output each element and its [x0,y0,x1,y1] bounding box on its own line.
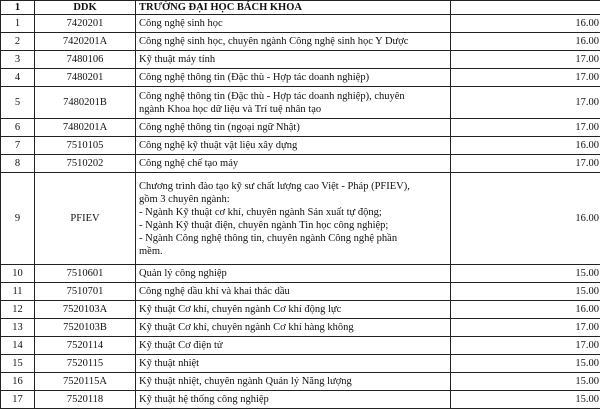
admission-score: 15.00 [451,355,600,373]
program-name [136,319,451,337]
program-name [136,15,451,33]
table-header-row [1,1,600,15]
program-name-line: Kỹ thuật nhiệt [139,357,447,370]
admission-score: 15.00 [451,283,600,301]
program-code: 7520115 [35,355,136,373]
program-name [136,265,451,283]
program-name [136,87,451,119]
program-code: 7520103A [35,301,136,319]
row-number: 11 [1,283,35,301]
admission-score: 17.00 [451,119,600,137]
program-name [136,337,451,355]
program-name-line: Công nghệ thông tin (ngoại ngữ Nhật) [139,121,447,134]
program-name-line: Công nghệ chế tạo máy [139,157,447,170]
admission-score: 16.00 [451,173,600,265]
program-name-line: Công nghệ sinh học [139,17,447,30]
admission-score: 17.00 [451,69,600,87]
table-row [1,137,600,155]
admission-score: 17.00 [451,319,600,337]
admission-score: 17.00 [451,87,600,119]
program-name-line: Công nghệ dầu khí và khai thác dầu [139,285,447,298]
table-row [1,87,600,119]
table-row [1,319,600,337]
program-name-line: Kỹ thuật máy tính [139,53,447,66]
program-name-line: Kỹ thuật nhiệt, chuyên ngành Quản lý Năng lượng [139,375,447,388]
program-name [136,137,451,155]
program-name [136,301,451,319]
program-code: 7420201 [35,15,136,33]
row-number: 7 [1,137,35,155]
program-name [136,173,451,265]
table-row [1,265,600,283]
admission-score: 17.00 [451,155,600,173]
program-code: 7480201A [35,119,136,137]
program-code: 7510601 [35,265,136,283]
row-number: 16 [1,373,35,391]
table-row [1,373,600,391]
admission-score: 16.00 [451,15,600,33]
table-row [1,51,600,69]
row-number: 15 [1,355,35,373]
program-code: 7480201B [35,87,136,119]
program-name-line: - Ngành Công nghệ thông tin, chuyên ngành Công nghệ phần [139,232,447,245]
program-name-line: - Ngành Kỹ thuật điện, chuyên ngành Tin học công nghiệp; [139,219,447,232]
table-row [1,301,600,319]
row-number: 14 [1,337,35,355]
program-name-line: Kỹ thuật Cơ khí, chuyên ngành Cơ khí hàng không [139,321,447,334]
row-number: 13 [1,319,35,337]
header-score [451,1,600,15]
header-code: DDK [35,1,136,15]
program-name-line: Chương trình đào tạo kỹ sư chất lượng cao Việt - Pháp (PFIEV), [139,180,447,193]
admission-score: 16.00 [451,33,600,51]
program-name-line: - Ngành Kỹ thuật cơ khí, chuyên ngành Sản xuất tự động; [139,206,447,219]
program-name-line: Kỹ thuật Cơ điện tử [139,339,447,352]
program-code: 7510105 [35,137,136,155]
row-number: 5 [1,87,35,119]
program-name [136,51,451,69]
program-name-line: Công nghệ thông tin (Đặc thù - Hợp tác doanh nghiệp), chuyên [139,90,447,103]
program-name [136,355,451,373]
row-number: 3 [1,51,35,69]
row-number: 2 [1,33,35,51]
admission-score: 17.00 [451,337,600,355]
program-code: 7520114 [35,337,136,355]
table-row [1,15,600,33]
table-row [1,355,600,373]
program-name [136,119,451,137]
program-name-line: Công nghệ kỹ thuật vật liệu xây dựng [139,139,447,152]
program-code: 7420201A [35,33,136,51]
program-name-line: Kỹ thuật hệ thống công nghiệp [139,393,447,406]
program-name [136,69,451,87]
admission-score: 16.00 [451,137,600,155]
row-number: 1 [1,15,35,33]
admission-score: 15.00 [451,373,600,391]
admission-score: 17.00 [451,51,600,69]
program-code: PFIEV [35,173,136,265]
header-number: 1 [1,1,35,15]
row-number: 12 [1,301,35,319]
row-number: 9 [1,173,35,265]
program-name-line: mềm. [139,245,447,258]
table-row [1,69,600,87]
row-number: 8 [1,155,35,173]
program-code: 7510202 [35,155,136,173]
program-name [136,155,451,173]
row-number: 10 [1,265,35,283]
row-number: 17 [1,391,35,409]
table-row [1,337,600,355]
table-row [1,119,600,137]
row-number: 4 [1,69,35,87]
program-name-line: gồm 3 chuyên ngành: [139,193,447,206]
program-name [136,33,451,51]
program-name-line: Công nghệ thông tin (Đặc thù - Hợp tác doanh nghiệp) [139,71,447,84]
admission-score: 15.00 [451,265,600,283]
table-row [1,173,600,265]
program-code: 7480106 [35,51,136,69]
program-code: 7480201 [35,69,136,87]
table-row [1,33,600,51]
program-code: 7520118 [35,391,136,409]
program-name-line: Quản lý công nghiệp [139,267,447,280]
program-code: 7520115A [35,373,136,391]
admission-score: 16.00 [451,301,600,319]
table-row [1,155,600,173]
program-code: 7520103B [35,319,136,337]
program-name [136,373,451,391]
row-number: 6 [1,119,35,137]
header-university-title: TRƯỜNG ĐẠI HỌC BÁCH KHOA [136,1,451,15]
program-name-line: Kỹ thuật Cơ khí, chuyên ngành Cơ khí động lực [139,303,447,316]
admission-score: 15.00 [451,391,600,409]
program-name-line: ngành Khoa học dữ liệu và Trí tuệ nhân tạo [139,103,447,116]
program-code: 7510701 [35,283,136,301]
program-name-line: Công nghệ sinh học, chuyên ngành Công nghệ sinh học Y Dược [139,35,447,48]
table-row [1,283,600,301]
program-name [136,283,451,301]
